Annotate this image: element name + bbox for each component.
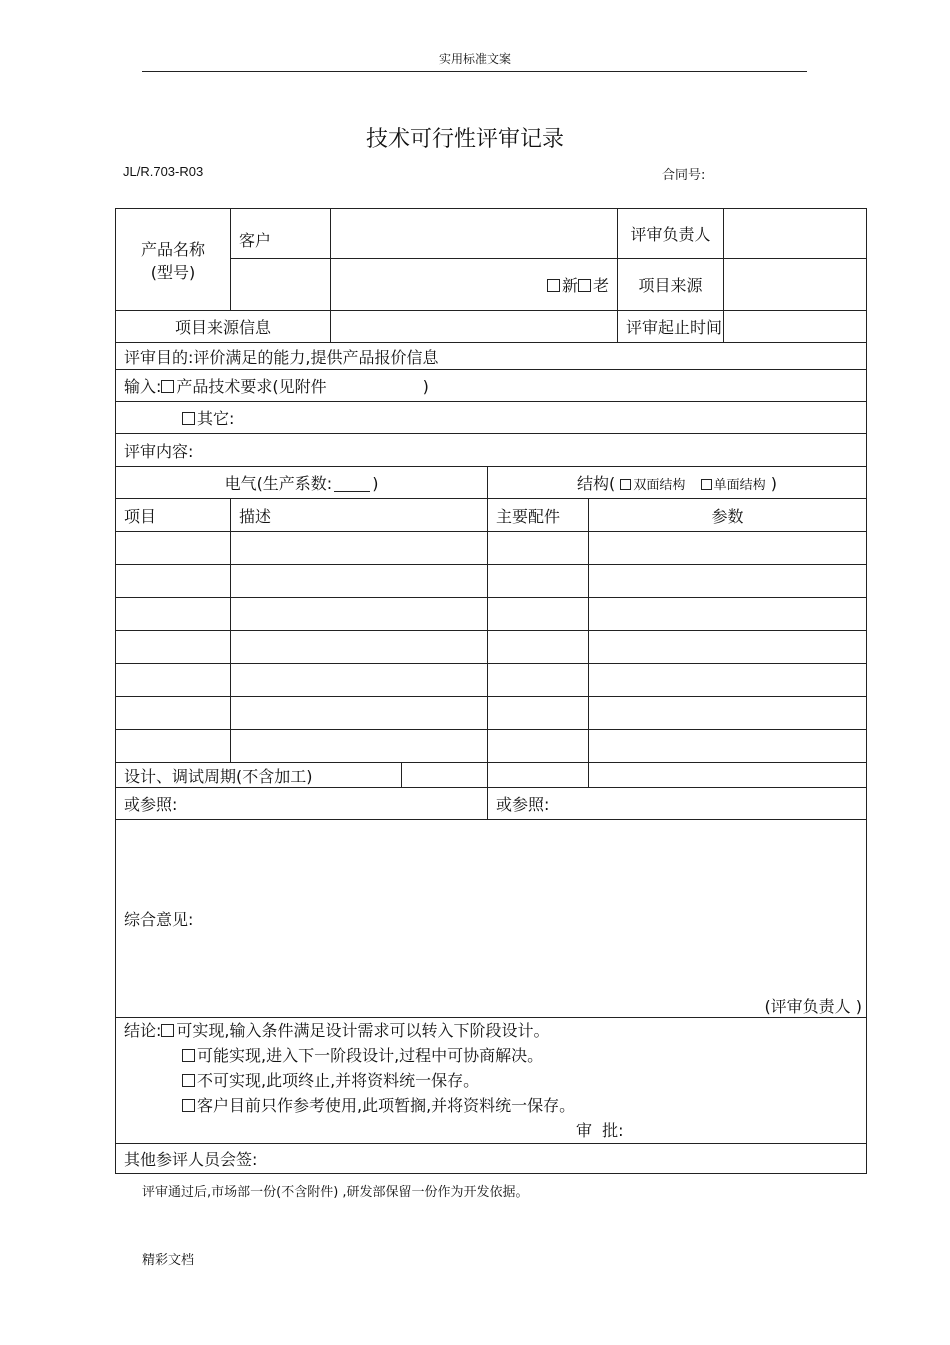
review-purpose: 评审目的:评价满足的能力,提供产品报价信息 [116, 343, 867, 370]
table-row [116, 664, 867, 697]
input-tech-req-close: ) [422, 377, 429, 396]
parameters-cell[interactable] [589, 697, 867, 730]
structure-label: 结构( [577, 474, 616, 493]
footnote: 评审通过后,市场部一份(不含附件) ,研发部保留一份作为开发依据。 [142, 1185, 529, 1200]
double-structure-label: 双面结构 [633, 478, 686, 493]
description-cell[interactable] [231, 631, 488, 664]
approval-label: 审 批: [576, 1121, 624, 1140]
review-lead-value-cell[interactable] [724, 209, 867, 259]
item-cell[interactable] [116, 598, 231, 631]
input-tech-req-cell [116, 370, 867, 402]
item-cell[interactable] [116, 532, 231, 565]
item-cell[interactable] [116, 565, 231, 598]
table-row [116, 532, 867, 565]
table-row [116, 730, 867, 763]
model-value-cell[interactable] [231, 259, 331, 311]
double-structure-checkbox[interactable] [620, 479, 631, 490]
conclusion-option-text: 可能实现,进入下一阶段设计,过程中可协商解决。 [197, 1046, 544, 1065]
contract-number-label: 合同号: [662, 168, 706, 183]
page-footer: 精彩文档 [142, 1253, 195, 1268]
conclusion-option-text: 可实现,输入条件满足设计需求可以转入下阶段设计。 [176, 1021, 550, 1040]
design-cycle-parts-cell[interactable] [488, 763, 589, 788]
electrical-close: ) [372, 474, 379, 493]
conclusion-checkbox-3[interactable] [182, 1074, 195, 1087]
main-parts-cell[interactable] [488, 565, 589, 598]
review-period-label: 评审起止时间 [618, 311, 724, 343]
conclusion-checkbox-4[interactable] [182, 1099, 195, 1112]
new-old-cell [331, 259, 618, 311]
column-header-description: 描述 [231, 499, 488, 532]
table-row [116, 631, 867, 664]
input-prefix: 输入: [124, 377, 162, 396]
parameters-cell[interactable] [589, 631, 867, 664]
conclusion-cell [116, 1018, 867, 1144]
conclusion-option-3 [124, 1068, 858, 1093]
description-cell[interactable] [231, 697, 488, 730]
item-cell[interactable] [116, 730, 231, 763]
header-divider [142, 71, 807, 72]
input-tech-req-label: 产品技术要求(见附件 [176, 377, 327, 396]
old-label: 老 [593, 276, 610, 295]
input-other-cell [116, 402, 867, 434]
item-cell[interactable] [116, 631, 231, 664]
production-factor-blank[interactable] [334, 477, 370, 492]
main-parts-cell[interactable] [488, 532, 589, 565]
table-row [116, 598, 867, 631]
conclusion-checkbox-2[interactable] [182, 1049, 195, 1062]
parameters-cell[interactable] [589, 532, 867, 565]
product-model-label: (型号) [150, 262, 196, 282]
project-source-info-value-cell[interactable] [331, 311, 618, 343]
product-name-cell [116, 209, 231, 311]
structure-close: ) [770, 474, 777, 493]
electrical-label: 电气(生产系数: [224, 474, 333, 493]
tech-req-checkbox[interactable] [161, 380, 174, 393]
conclusion-option-1 [124, 1018, 858, 1043]
main-parts-cell[interactable] [488, 598, 589, 631]
conclusion-option-4 [124, 1093, 858, 1118]
conclusion-prefix: 结论: [124, 1021, 162, 1040]
new-label: 新 [561, 276, 578, 295]
main-parts-cell[interactable] [488, 631, 589, 664]
conclusion-option-2 [124, 1043, 858, 1068]
other-reviewers-label: 其他参评人员会签: [116, 1144, 867, 1174]
design-cycle-params-cell[interactable] [589, 763, 867, 788]
table-row [116, 697, 867, 730]
customer-label: 客户 [231, 209, 331, 259]
parameters-cell[interactable] [589, 598, 867, 631]
project-source-info-label: 项目来源信息 [116, 311, 331, 343]
description-cell[interactable] [231, 532, 488, 565]
design-cycle-value-cell[interactable] [402, 763, 488, 788]
main-parts-cell[interactable] [488, 664, 589, 697]
table-row [116, 565, 867, 598]
parameters-cell[interactable] [589, 730, 867, 763]
conclusion-option-text: 客户目前只作参考使用,此项暂搁,并将资料统一保存。 [197, 1096, 576, 1115]
column-header-item: 项目 [116, 499, 231, 532]
overall-opinion-label: 综合意见: [124, 910, 194, 929]
review-period-value-cell[interactable] [724, 311, 867, 343]
review-content-label: 评审内容: [116, 434, 867, 467]
column-header-main-parts: 主要配件 [488, 499, 589, 532]
project-source-value-cell[interactable] [724, 259, 867, 311]
design-cycle-label: 设计、调试周期(不含加工) [116, 763, 402, 788]
description-cell[interactable] [231, 565, 488, 598]
review-form-table [115, 208, 867, 1174]
conclusion-checkbox-1[interactable] [161, 1024, 174, 1037]
parameters-cell[interactable] [589, 664, 867, 697]
old-checkbox[interactable] [578, 279, 591, 292]
reference-right: 或参照: [488, 788, 867, 820]
item-cell[interactable] [116, 664, 231, 697]
input-other-label: 其它: [197, 409, 235, 428]
single-structure-label: 单面结构 [713, 478, 766, 493]
single-structure-checkbox[interactable] [701, 479, 712, 490]
main-parts-cell[interactable] [488, 730, 589, 763]
column-header-parameters: 参数 [589, 499, 867, 532]
product-name-label: 产品名称 [140, 239, 205, 259]
page-header: 实用标准文案 [438, 52, 511, 66]
reference-left: 或参照: [116, 788, 488, 820]
item-cell[interactable] [116, 697, 231, 730]
document-code: JL/R.703-R03 [123, 164, 204, 179]
description-cell[interactable] [231, 598, 488, 631]
parameters-cell[interactable] [589, 565, 867, 598]
description-cell[interactable] [231, 730, 488, 763]
other-checkbox[interactable] [182, 412, 195, 425]
customer-value-cell[interactable] [331, 209, 618, 259]
description-cell[interactable] [231, 664, 488, 697]
document-title: 技术可行性评审记录 [365, 127, 564, 152]
electrical-cell [116, 467, 488, 499]
review-lead-signature: (评审负责人 ) [764, 997, 863, 1016]
conclusion-option-text: 不可实现,此项终止,并将资料统一保存。 [197, 1071, 480, 1090]
main-parts-cell[interactable] [488, 697, 589, 730]
new-checkbox[interactable] [547, 279, 560, 292]
overall-opinion-cell[interactable] [116, 820, 867, 1018]
structure-cell [488, 467, 867, 499]
review-lead-label: 评审负责人 [618, 209, 724, 259]
project-source-label: 项目来源 [618, 259, 724, 311]
